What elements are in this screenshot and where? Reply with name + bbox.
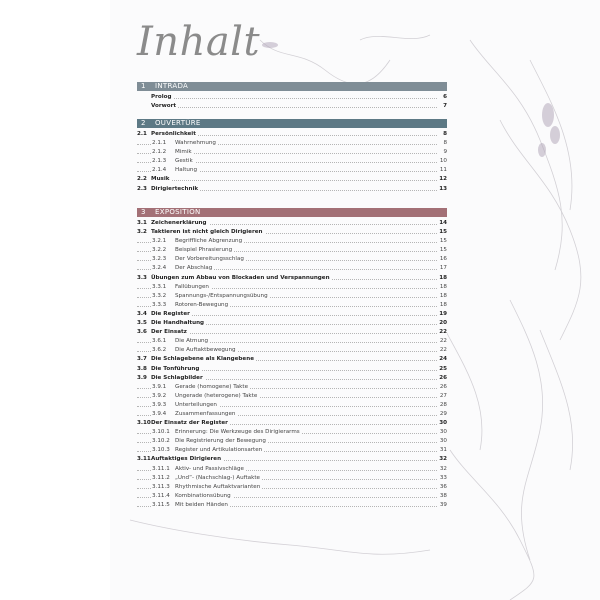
page-number: 8 bbox=[441, 139, 447, 148]
entry-label: Haltung bbox=[175, 167, 198, 174]
toc-subentry[interactable] bbox=[137, 465, 447, 474]
section-header-bar bbox=[137, 82, 447, 91]
entry-text bbox=[137, 329, 189, 335]
entry-text bbox=[152, 158, 195, 164]
entry-number: 3.6.1 bbox=[152, 338, 167, 345]
page-number: 7 bbox=[441, 102, 447, 111]
toc-entry[interactable] bbox=[137, 328, 447, 337]
entry-label: Vorwort bbox=[151, 103, 177, 110]
entry-label: Gerade (homogene) Takte bbox=[175, 383, 249, 390]
entry-label: Beispiel Phrasierung bbox=[175, 247, 233, 254]
entry-text bbox=[152, 302, 230, 308]
entry-number: 2.2 bbox=[137, 176, 147, 183]
toc-subentry[interactable] bbox=[137, 157, 447, 166]
toc-section bbox=[137, 208, 447, 510]
entry-label: Musik bbox=[151, 176, 170, 183]
page-number: 19 bbox=[437, 310, 447, 319]
page-number: 26 bbox=[437, 374, 447, 383]
entry-text bbox=[152, 247, 234, 253]
entry-text bbox=[152, 293, 270, 299]
entry-number: 2.1.2 bbox=[152, 149, 167, 156]
toc-subentry[interactable] bbox=[137, 283, 447, 292]
toc-subentry[interactable] bbox=[137, 139, 447, 148]
page-number: 31 bbox=[438, 446, 447, 455]
toc-section bbox=[137, 119, 447, 194]
entry-label: Prolog bbox=[151, 94, 172, 100]
section-title: INTRADA bbox=[155, 82, 189, 90]
entry-label: Aktiv- und Passivschläge bbox=[175, 465, 244, 472]
entry-number: 3.10.3 bbox=[152, 447, 170, 454]
entry-number: 3.2 bbox=[137, 229, 147, 236]
entry-label: Die Registrierung der Bewegung bbox=[175, 438, 266, 445]
entry-number: 3.5 bbox=[137, 320, 147, 327]
page-number: 15 bbox=[438, 246, 447, 255]
toc-subentry[interactable] bbox=[137, 383, 447, 392]
entry-number: 2.1.3 bbox=[152, 158, 167, 165]
toc-subentry[interactable] bbox=[137, 166, 447, 175]
toc-entry[interactable] bbox=[137, 93, 447, 102]
page-number: 6 bbox=[441, 93, 447, 102]
toc-subentry[interactable] bbox=[137, 492, 447, 501]
entry-text bbox=[137, 311, 192, 317]
entry-label: Unterteilungen bbox=[175, 401, 217, 408]
entry-text bbox=[152, 438, 268, 444]
entry-number: 2.3 bbox=[137, 185, 147, 192]
entry-number: 3.3.1 bbox=[152, 283, 167, 290]
entry-number: 2.1.4 bbox=[152, 167, 167, 174]
toc-subentry[interactable] bbox=[137, 428, 447, 437]
toc-subentry[interactable] bbox=[137, 292, 447, 301]
section-number: 3 bbox=[141, 208, 146, 216]
entry-label: Dirigiertechnik bbox=[151, 185, 199, 192]
entry-label: Rotoren-Bewegung bbox=[175, 301, 229, 308]
entry-label: Der Abschlag bbox=[175, 265, 213, 272]
toc-subentry[interactable] bbox=[137, 346, 447, 355]
entry-number: 3.10.2 bbox=[152, 438, 170, 445]
entry-text bbox=[137, 176, 172, 182]
entry-text bbox=[152, 447, 264, 453]
entry-text bbox=[137, 186, 200, 192]
entry-number: 3.11.1 bbox=[152, 465, 170, 472]
toc-entry[interactable] bbox=[137, 310, 447, 319]
entry-text bbox=[137, 220, 209, 226]
entry-number: 3.10.1 bbox=[152, 429, 170, 436]
page-number: 18 bbox=[438, 301, 447, 310]
entry-text bbox=[152, 338, 210, 344]
entry-number: 3.2.2 bbox=[152, 247, 167, 254]
entry-text bbox=[137, 366, 201, 372]
entry-number: 2.1.1 bbox=[152, 140, 167, 147]
toc-subentry[interactable] bbox=[137, 337, 447, 346]
toc-entry[interactable] bbox=[137, 185, 447, 194]
toc-entry[interactable] bbox=[137, 355, 447, 364]
toc-subentry[interactable] bbox=[137, 410, 447, 419]
page-number: 32 bbox=[437, 455, 447, 464]
entry-label: Der Einsatz der Register bbox=[151, 420, 228, 427]
entry-label: Ungerade (heterogene) Takte bbox=[175, 392, 258, 399]
entry-text bbox=[152, 347, 238, 353]
page-number: 16 bbox=[438, 255, 447, 264]
toc-entry[interactable] bbox=[137, 455, 447, 464]
toc-subentry[interactable] bbox=[137, 255, 447, 264]
entry-number: 3.6 bbox=[137, 329, 147, 336]
toc-entry[interactable] bbox=[137, 365, 447, 374]
entry-label: „Und“- (Nachschlag-) Auftakte bbox=[175, 474, 260, 481]
page-number: 15 bbox=[438, 237, 447, 246]
page-number: 18 bbox=[438, 283, 447, 292]
page-number: 38 bbox=[438, 492, 447, 501]
entry-label: Begriffliche Abgrenzung bbox=[175, 238, 243, 245]
entry-text bbox=[152, 493, 233, 499]
entry-number: 2.1 bbox=[137, 131, 147, 137]
entry-text bbox=[152, 502, 230, 508]
page-number: 12 bbox=[437, 175, 447, 184]
toc-entry[interactable] bbox=[137, 228, 447, 237]
page-title: Inhalt bbox=[137, 19, 261, 65]
entry-number: 3.3.2 bbox=[152, 292, 167, 299]
entry-text bbox=[152, 475, 262, 481]
entry-label: Der Einsatz bbox=[151, 329, 187, 336]
entry-label: Die Atmung bbox=[175, 338, 209, 345]
entry-label: Gestik bbox=[175, 158, 193, 165]
section-title: EXPOSITION bbox=[155, 208, 201, 216]
entry-number: 3.2.4 bbox=[152, 265, 167, 272]
entry-number: 3.2.1 bbox=[152, 238, 167, 245]
entry-label: Die Schlagebene als Klangebene bbox=[151, 356, 254, 363]
entry-text bbox=[152, 265, 214, 271]
toc-entry[interactable] bbox=[137, 319, 447, 328]
entry-text bbox=[137, 356, 256, 362]
section-header-bar bbox=[137, 208, 447, 217]
entry-text bbox=[152, 140, 218, 146]
entry-text bbox=[137, 320, 206, 326]
page-number: 14 bbox=[437, 219, 447, 228]
dot-leader bbox=[137, 180, 437, 181]
entry-text bbox=[152, 256, 246, 262]
entry-number: 3.3 bbox=[137, 274, 147, 281]
entry-number: 3.9.3 bbox=[152, 401, 167, 408]
entry-label: Zusammenfassungen bbox=[175, 410, 236, 417]
entry-label: Mimik bbox=[175, 149, 192, 156]
page-number: 11 bbox=[438, 166, 447, 175]
toc-subentry[interactable] bbox=[137, 401, 447, 410]
entry-text bbox=[152, 284, 211, 290]
page-number: 30 bbox=[438, 428, 447, 437]
entry-text bbox=[152, 238, 244, 244]
entry-label: Taktieren ist nicht gleich Dirigieren bbox=[151, 229, 263, 236]
toc-subentry[interactable] bbox=[137, 474, 447, 483]
entry-text bbox=[152, 384, 250, 390]
entry-text bbox=[137, 94, 173, 100]
toc-entry[interactable] bbox=[137, 130, 447, 139]
toc-subentry[interactable] bbox=[137, 437, 447, 446]
entry-number: 3.8 bbox=[137, 365, 147, 372]
entry-number: 3.11.2 bbox=[152, 474, 170, 481]
page-number: 22 bbox=[438, 337, 447, 346]
page-number: 39 bbox=[438, 501, 447, 510]
entry-text bbox=[137, 131, 198, 137]
page-number: 15 bbox=[437, 228, 447, 237]
toc-subentry[interactable] bbox=[137, 246, 447, 255]
entry-number: 3.10 bbox=[137, 420, 151, 427]
entry-text bbox=[152, 484, 262, 490]
toc-section bbox=[137, 82, 447, 111]
entry-text bbox=[152, 411, 237, 417]
toc-entry[interactable] bbox=[137, 175, 447, 184]
entry-label: Die Auftaktbewegung bbox=[175, 347, 236, 354]
toc-entry[interactable] bbox=[137, 374, 447, 383]
page-number: 20 bbox=[437, 319, 447, 328]
page-number: 8 bbox=[441, 130, 447, 139]
page-number: 28 bbox=[438, 401, 447, 410]
entry-label: Die Schlagbilder bbox=[151, 374, 203, 381]
toc-entry[interactable] bbox=[137, 419, 447, 428]
entry-label: Zeichenerklärung bbox=[151, 220, 207, 226]
entry-label: Auftaktiges Dirigieren bbox=[151, 456, 222, 463]
entry-label: Die Handhaltung bbox=[151, 320, 205, 327]
page-number: 33 bbox=[438, 474, 447, 483]
toc-subentry[interactable] bbox=[137, 148, 447, 157]
page-number: 24 bbox=[437, 355, 447, 364]
dot-leader bbox=[137, 107, 437, 108]
entry-label: Wahrnehmung bbox=[175, 140, 216, 147]
entry-text bbox=[152, 402, 219, 408]
page-number: 27 bbox=[438, 392, 447, 401]
page-number: 13 bbox=[437, 185, 447, 194]
entry-text bbox=[137, 456, 223, 462]
page-number: 36 bbox=[438, 483, 447, 492]
toc-entry[interactable] bbox=[137, 219, 447, 228]
page-number: 18 bbox=[438, 292, 447, 301]
toc-subentry[interactable] bbox=[137, 264, 447, 273]
entry-text bbox=[152, 167, 199, 173]
page-number: 22 bbox=[438, 346, 447, 355]
entry-label: Mit beiden Händen bbox=[175, 501, 228, 508]
entry-number: 3.11.5 bbox=[152, 501, 170, 508]
toc-subentry[interactable] bbox=[137, 301, 447, 310]
page-number: 30 bbox=[438, 437, 447, 446]
entry-text bbox=[137, 229, 265, 235]
toc-subentry[interactable] bbox=[137, 501, 447, 510]
entry-number: 3.11 bbox=[137, 456, 151, 463]
entry-number: 3.1 bbox=[137, 220, 147, 226]
entry-label: Die Register bbox=[151, 310, 190, 317]
entry-number: 3.11.4 bbox=[152, 492, 170, 499]
page-number: 18 bbox=[437, 274, 447, 283]
dot-leader bbox=[137, 98, 437, 99]
page-number: 25 bbox=[437, 365, 447, 374]
section-title: OUVERTÜRE bbox=[155, 119, 201, 127]
page-number: 22 bbox=[437, 328, 447, 337]
entry-number: 3.3.3 bbox=[152, 301, 167, 308]
page-number: 30 bbox=[437, 419, 447, 428]
page-number: 9 bbox=[441, 148, 447, 157]
entry-label: Kombinationsübung bbox=[175, 492, 231, 499]
entry-number: 3.9.2 bbox=[152, 392, 167, 399]
entry-text bbox=[137, 275, 332, 281]
section-number: 2 bbox=[141, 119, 146, 127]
entry-number: 3.4 bbox=[137, 310, 147, 317]
entry-label: Rhythmische Auftaktvarianten bbox=[175, 483, 261, 490]
entry-number: 3.7 bbox=[137, 356, 147, 363]
entry-number: 3.9 bbox=[137, 374, 147, 381]
toc-subentry[interactable] bbox=[137, 392, 447, 401]
entry-number: 3.2.3 bbox=[152, 256, 167, 263]
entry-label: Die Tonführung bbox=[151, 365, 200, 372]
toc-entry[interactable] bbox=[137, 274, 447, 283]
toc-subentry[interactable] bbox=[137, 237, 447, 246]
page-number: 32 bbox=[438, 465, 447, 474]
page-number: 10 bbox=[438, 157, 447, 166]
entry-label: Persönlichkeit bbox=[151, 131, 196, 137]
entry-number: 3.11.3 bbox=[152, 483, 170, 490]
entry-text bbox=[152, 393, 259, 399]
section-header-bar bbox=[137, 119, 447, 128]
section-number: 1 bbox=[141, 82, 146, 90]
entry-label: Register und Artikulationsarten bbox=[175, 447, 263, 454]
toc-entry[interactable] bbox=[137, 102, 447, 111]
entry-text bbox=[137, 103, 178, 109]
entry-label: Erinnerung: Die Werkzeuge des Dirigierarms bbox=[175, 429, 300, 436]
toc-subentry[interactable] bbox=[137, 483, 447, 492]
entry-text bbox=[152, 149, 194, 155]
page-number: 26 bbox=[438, 383, 447, 392]
entry-label: Fallübungen bbox=[175, 283, 209, 290]
entry-number: 3.6.2 bbox=[152, 347, 167, 354]
entry-label: Spannungs-/Entspannungsübung bbox=[175, 292, 268, 299]
entry-number: 3.9.4 bbox=[152, 410, 167, 417]
toc-subentry[interactable] bbox=[137, 446, 447, 455]
entry-text bbox=[152, 466, 246, 472]
entry-text bbox=[137, 375, 205, 381]
entry-text bbox=[152, 429, 302, 435]
entry-label: Der Vorbereitungsschlag bbox=[175, 256, 244, 263]
entry-number: 3.9.1 bbox=[152, 383, 167, 390]
entry-label: Übungen zum Abbau von Blockaden und Verspannungen bbox=[151, 274, 330, 281]
entry-text bbox=[137, 420, 230, 426]
page-number: 29 bbox=[438, 410, 447, 419]
page-number: 17 bbox=[438, 264, 447, 273]
